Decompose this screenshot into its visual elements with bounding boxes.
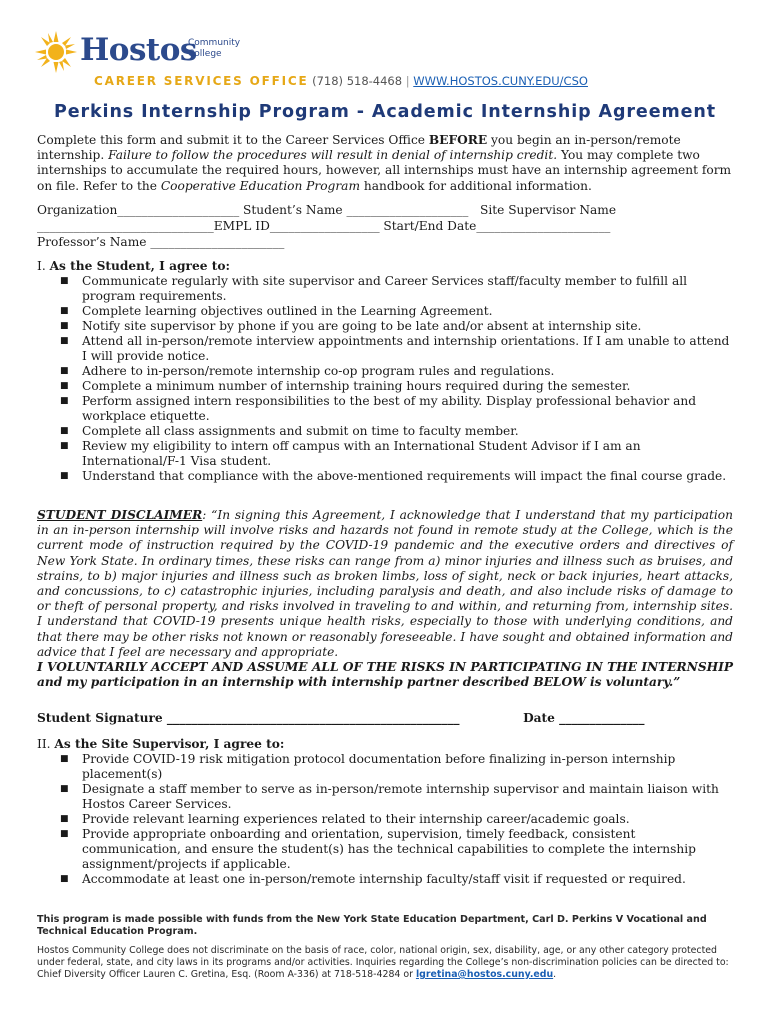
list-item-text: Complete learning objectives outlined in the Learning Agreement. [82,304,493,318]
square-bullet-icon: ■ [60,366,69,376]
disclaimer-body: : “In signing this Agreement, I acknowledge that I understand that my participation in an in-person internship will involve risks and hazards not found in remote study at the College, which is the current mode of instruction required by the COVID-19 pandemic and the executive orders and directives of New York State. In ordinary times, these risks can range from a) minor injuries and illness such as bruises, and strains, to b) major injuries and illness such as broken limbs, loss of sight, neck or back injuries, heart attacks, and concussions, to c) catastrophic injuries, including paralysis and death, and also include risks of damage to or theft of personal property, and risks involved in traveling to and within, and returning from, internship sites. I understand that COVID-19 presents unique health risks, especially to those with underlying conditions, and that there may be other risks not known or reasonably foreseeable. I have sought and obtained information and advice that I feel are necessary and appropriate. [37,508,733,659]
website-link[interactable]: WWW.HOSTOS.CUNY.EDU/CSO [413,74,588,88]
list-item [60,439,737,469]
student-section-title: As the Student, I agree to: [49,259,230,273]
square-bullet-icon: ■ [60,784,69,794]
funding-note: This program is made possible with funds from the New York State Education Department, Carl D. Perkins V Vocational and Technical Education Program. [37,914,707,937]
office-name: CAREER SERVICES OFFICE [94,74,309,88]
square-bullet-icon: ■ [60,441,69,451]
office-phone: (718) 518-4468 [312,74,403,88]
intro-text-4: handbook for additional information. [360,178,592,193]
student-section [37,259,737,484]
list-item-text: Communicate regularly with site supervisor and Career Services staff/faculty member to fulfill all program requirements. [82,274,688,303]
list-item-text: Designate a staff member to serve as in-person/remote internship supervisor and maintain liaison with Hostos Career Services. [82,782,719,811]
document-title: Perkins Internship Program - Academic Internship Agreement [53,102,717,122]
square-bullet-icon: ■ [60,426,69,436]
supervisor-section-title: As the Site Supervisor, I agree to: [54,737,285,751]
list-item-text: Adhere to in-person/remote internship co-op program rules and regulations. [82,364,555,378]
student-section-heading [37,259,737,274]
supervisor-section-heading [37,737,737,752]
list-item-text: Review my eligibility to intern off campus with an International Student Advisor if I am an International/F-1 Visa student. [82,439,641,468]
student-agreement-list [37,274,737,484]
intro-text-3: You may complete two internships to accumulate the required hours, however, all internships must have an internship agreement form on file. Refer to the [37,148,732,193]
list-item [60,752,737,782]
intro-handbook-title: Cooperative Education Program [160,178,360,193]
logo-sub-line2: College [188,49,222,59]
info-fields [37,202,737,250]
fields-line-3[interactable]: Professor’s Name ______________________ [37,235,285,249]
logo-subtitle [188,38,240,60]
list-item-text: Provide relevant learning experiences related to their internship career/academic goals. [82,812,630,826]
list-item [60,782,737,812]
intro-paragraph [37,133,737,194]
list-item-text: Notify site supervisor by phone if you are going to be late and/or absent at internship site. [82,319,642,333]
supervisor-section [37,737,737,887]
square-bullet-icon: ■ [60,471,69,481]
intro-text-2: you begin an in-person/remote internship. [37,133,681,163]
student-signature-line[interactable]: Student Signature ________________________________________________ Date ______________ [37,711,645,725]
list-item-text: Provide appropriate onboarding and orientation, supervision, timely feedback, consistent communication, and ensure the student(s) has the technical capabilities to complete the internship assignment/projects if applicable. [82,827,696,871]
list-item [60,394,737,424]
list-item [60,424,737,439]
intro-before: BEFORE [428,133,488,147]
list-item [60,334,737,364]
list-item [60,304,737,319]
square-bullet-icon: ■ [60,814,69,824]
intro-failure-warning: Failure to follow the procedures will result in denial of internship credit. [108,148,558,163]
logo-sub-line1: Community [188,38,241,48]
logo-wordmark: Hostos [80,32,197,68]
list-item-text: Complete all class assignments and submit on time to faculty member. [82,424,519,438]
contact-bar [94,74,588,88]
nondiscrimination-text: Hostos Community College does not discriminate on the basis of race, color, national origin, sex, disability, age, or any other category protected under federal, state, and city laws in its programs and/or activities. Inquiries regarding the College’s non-discrimination policies can be directed to: Chief Diversity Officer Lauren C. Gretina, Esq. (Room A-336) at 718-518-4284 or [37,945,729,980]
list-item [60,379,737,394]
disclaimer-acceptance: I VOLUNTARILY ACCEPT AND ASSUME ALL OF THE RISKS IN PARTICIPATING IN THE INTERNSHIP and my participation in an internship with internship partner described BELOW is voluntary.” [37,660,733,690]
square-bullet-icon: ■ [60,381,69,391]
list-item [60,274,737,304]
list-item [60,812,737,827]
square-bullet-icon: ■ [60,874,69,884]
fields-line-1[interactable]: Organization____________________ Student’s Name ____________________ Site Supervisor Name [37,203,617,217]
supervisor-section-numeral: II. [37,737,55,751]
student-disclaimer [37,508,733,690]
square-bullet-icon: ■ [60,396,69,406]
list-item-text: Complete a minimum number of internship training hours required during the semester. [82,379,631,393]
fields-line-2[interactable]: _____________________________EMPL ID__________________ Start/End Date______________________ [37,219,611,233]
square-bullet-icon: ■ [60,321,69,331]
list-item [60,319,737,334]
nondiscrimination-note [37,945,737,981]
square-bullet-icon: ■ [60,829,69,839]
list-item [60,469,737,484]
square-bullet-icon: ■ [60,276,69,286]
contact-email-link[interactable]: lgretina@hostos.cuny.edu [415,969,554,980]
list-item [60,364,737,379]
square-bullet-icon: ■ [60,336,69,346]
intro-text-1: Complete this form and submit it to the Career Services Office [37,133,429,147]
list-item-text: Understand that compliance with the above-mentioned requirements will impact the final course grade. [82,469,727,483]
supervisor-agreement-list [37,752,737,887]
list-item [60,827,737,872]
list-item-text: Perform assigned intern responsibilities to the best of my ability. Display professional behavior and workplace etiquette. [82,394,697,423]
square-bullet-icon: ■ [60,306,69,316]
contact-separator: | [405,74,410,88]
student-section-numeral: I. [37,259,50,273]
disclaimer-label: STUDENT DISCLAIMER [37,508,203,522]
sun-icon [34,30,78,74]
list-item [60,872,737,887]
footer-period: . [553,969,557,980]
list-item-text: Attend all in-person/remote interview appointments and internship orientations. If I am unable to attend I will provide notice. [82,334,730,363]
list-item-text: Provide COVID-19 risk mitigation protocol documentation before finalizing in-person internship placement(s) [82,752,676,781]
list-item-text: Accommodate at least one in-person/remote internship faculty/staff visit if requested or required. [82,872,686,886]
square-bullet-icon: ■ [60,754,69,764]
